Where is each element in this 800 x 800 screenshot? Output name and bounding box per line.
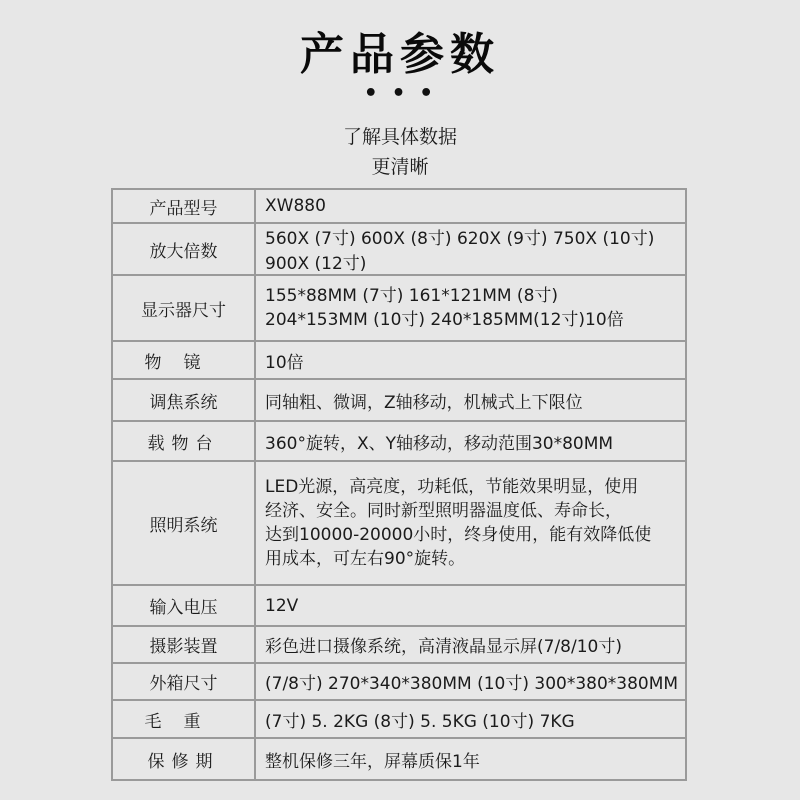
illumination-line: LED光源，高亮度，功耗低，节能效果明显，使用 xyxy=(265,477,639,497)
subtitle-line-2: 更清晰 xyxy=(371,156,429,178)
param-value-gross-weight: (7寸) 5. 2KG (8寸) 5. 5KG (10寸) 7KG xyxy=(255,700,686,738)
illumination-line: 达到10000-20000小时，终身使用，能有效降低使 xyxy=(265,525,652,545)
param-value-input-voltage: 12V xyxy=(255,585,686,626)
param-key-gross-weight: 毛重 xyxy=(112,700,255,738)
table-row xyxy=(112,189,686,223)
param-key-magnification: 放大倍数 xyxy=(112,223,255,275)
table-row xyxy=(112,626,686,663)
table-row xyxy=(112,461,686,585)
table-row xyxy=(112,341,686,379)
table-row xyxy=(112,700,686,738)
param-key-focus-system: 调焦系统 xyxy=(112,379,255,421)
params-table xyxy=(111,188,687,781)
param-key-input-voltage: 输入电压 xyxy=(112,585,255,626)
param-key-model: 产品型号 xyxy=(112,189,255,223)
param-key-stage: 载物台 xyxy=(112,421,255,461)
decorative-dots: • • • xyxy=(363,81,437,106)
param-value-box-size: (7/8寸) 270*340*380MM (10寸) 300*380*380MM xyxy=(255,663,686,700)
param-key-camera: 摄影装置 xyxy=(112,626,255,663)
table-row xyxy=(112,379,686,421)
param-value-stage: 360°旋转，X、Y轴移动，移动范围30*80MM xyxy=(255,421,686,461)
param-value-camera: 彩色进口摄像系统，高清液晶显示屏(7/8/10寸) xyxy=(255,626,686,663)
table-row xyxy=(112,663,686,700)
param-value-display-size xyxy=(255,275,686,341)
table-row xyxy=(112,223,686,275)
display-size-line: 204*153MM (10寸) 240*185MM(12寸)10倍 xyxy=(265,310,624,330)
param-value-focus-system: 同轴粗、微调，Z轴移动，机械式上下限位 xyxy=(255,379,686,421)
table-row xyxy=(112,585,686,626)
illumination-line: 经济、安全。同时新型照明器温度低、寿命长， xyxy=(265,501,622,521)
subtitle-line-1: 了解具体数据 xyxy=(342,126,457,148)
display-size-line: 155*88MM (7寸) 161*121MM (8寸) xyxy=(265,286,559,306)
param-key-display-size: 显示器尺寸 xyxy=(112,275,255,341)
illumination-line: 用成本，可左右90°旋转。 xyxy=(265,549,466,569)
param-key-warranty: 保修期 xyxy=(112,738,255,780)
param-key-box-size: 外箱尺寸 xyxy=(112,663,255,700)
table-row xyxy=(112,421,686,461)
param-value-magnification: 560X (7寸) 600X (8寸) 620X (9寸) 750X (10寸) 900X (12寸) xyxy=(255,223,686,275)
param-key-illumination: 照明系统 xyxy=(112,461,255,585)
param-value-warranty: 整机保修三年，屏幕质保1年 xyxy=(255,738,686,780)
table-row xyxy=(112,738,686,780)
param-value-illumination xyxy=(255,461,686,585)
table-row xyxy=(112,275,686,341)
page-title: 产品参数 xyxy=(300,29,500,80)
param-key-objective: 物镜 xyxy=(112,341,255,379)
param-value-objective: 10倍 xyxy=(255,341,686,379)
param-value-model: XW880 xyxy=(255,189,686,223)
